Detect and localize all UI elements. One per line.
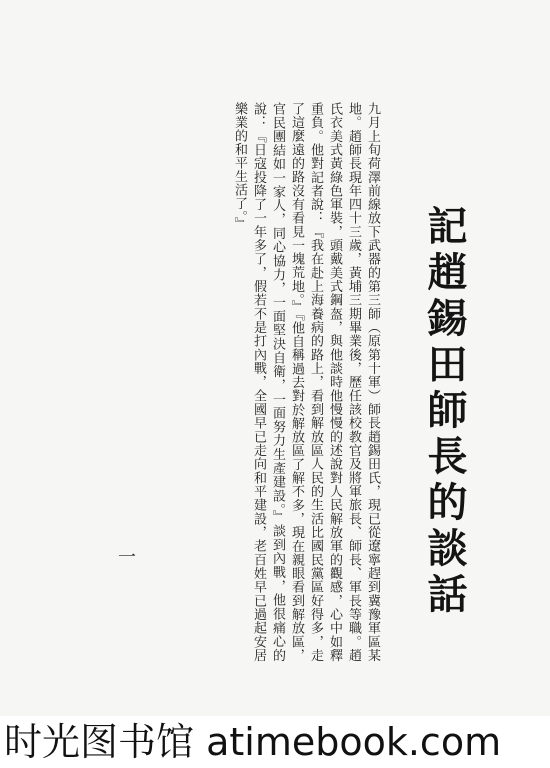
page-number: 一 — [118, 547, 136, 568]
watermark-text: 时光图书馆 atimebook.com — [0, 716, 550, 768]
page-title: 記趙錫田師長的談話 — [421, 205, 468, 619]
body-text — [82, 102, 382, 662]
body-paragraph: 九月上旬荷澤前線放下武器的第三師（原第十軍）師長趙錫田氏，現已從遼寧趕到冀豫軍區某地。趙師長現年四十三歲，黃埔三期畢業後，歷任該校教官及將軍旅長、師長、軍長等職。趙氏衣美式黃綠色軍裝，頭戴美式鋼盔，與他談時他慢慢的述說對人民解放軍的觀感，心中如釋重負。他對記者說：『我在赴上海養病的路上，看到解放區人民的生活比國民黨區好得多，走了這麼遠的路沒有看見一塊荒地。』『他自稱過去對於解放區了解不多，現在親眼看到解放區，官民團結如一家人，同心協力，一面堅決自衛，一面努力生產建設。』談到內戰，他很痛心的說：『日寇投降了一年多了，假若不是打內戰，全國早已走向和平建設，老百姓早已過起安居樂業的和平生活了。』 — [232, 102, 380, 662]
